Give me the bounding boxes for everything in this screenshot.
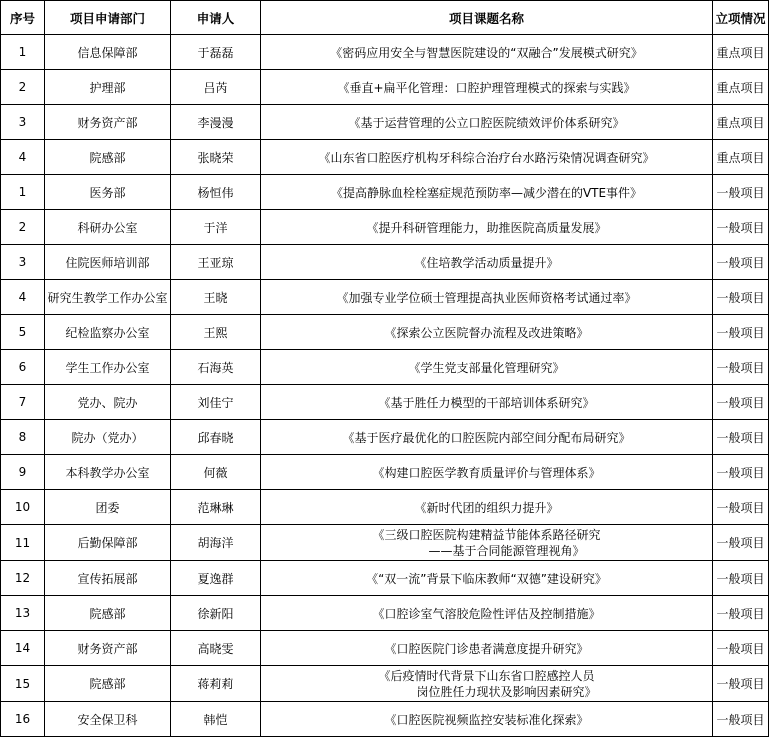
cell-index: 6 xyxy=(1,350,45,385)
cell-dept: 院感部 xyxy=(45,666,171,702)
cell-index: 4 xyxy=(1,140,45,175)
cell-topic xyxy=(261,631,713,666)
cell-applicant: 徐新阳 xyxy=(171,596,261,631)
cell-applicant: 于磊磊 xyxy=(171,35,261,70)
cell-topic xyxy=(261,596,713,631)
table-row xyxy=(1,105,769,140)
cell-applicant: 邱春晓 xyxy=(171,420,261,455)
cell-topic xyxy=(261,105,713,140)
table-row xyxy=(1,455,769,490)
topic-line: 《口腔医院门诊患者满意度提升研究》 xyxy=(384,641,589,656)
cell-dept: 学生工作办公室 xyxy=(45,350,171,385)
table-row xyxy=(1,490,769,525)
cell-topic xyxy=(261,245,713,280)
cell-index: 3 xyxy=(1,245,45,280)
cell-dept: 研究生教学工作办公室 xyxy=(45,280,171,315)
table-row xyxy=(1,140,769,175)
cell-status: 一般项目 xyxy=(713,561,769,596)
topic-line: 岗位胜任力现状及影响因素研究》 xyxy=(416,684,597,699)
table-row xyxy=(1,420,769,455)
header-dept: 项目申请部门 xyxy=(45,1,171,35)
topic-line: 《基于医疗最优化的口腔医院内部空间分配布局研究》 xyxy=(342,430,631,445)
topic-line: 《垂直+扁平化管理：口腔护理管理模式的探索与实践》 xyxy=(337,80,636,95)
cell-status: 一般项目 xyxy=(713,245,769,280)
cell-applicant: 李漫漫 xyxy=(171,105,261,140)
cell-index: 10 xyxy=(1,490,45,525)
table-row xyxy=(1,666,769,702)
cell-topic xyxy=(261,525,713,561)
topic-line: 《探索公立医院督办流程及改进策略》 xyxy=(384,325,589,340)
topic-line: 《提高静脉血栓栓塞症规范预防率—减少潜在的VTE事件》 xyxy=(330,185,643,200)
table-row xyxy=(1,702,769,737)
cell-topic xyxy=(261,350,713,385)
cell-index: 14 xyxy=(1,631,45,666)
table-row xyxy=(1,315,769,350)
cell-applicant: 胡海洋 xyxy=(171,525,261,561)
cell-applicant: 于洋 xyxy=(171,210,261,245)
cell-applicant: 张晓荣 xyxy=(171,140,261,175)
cell-topic xyxy=(261,455,713,490)
cell-index: 16 xyxy=(1,702,45,737)
topic-line: 《“双一流”背景下临床教师“双德”建设研究》 xyxy=(366,571,607,586)
topic-line: 《提升科研管理能力，助推医院高质量发展》 xyxy=(366,220,607,235)
header-topic: 项目课题名称 xyxy=(261,1,713,35)
cell-status: 重点项目 xyxy=(713,70,769,105)
cell-dept: 财务资产部 xyxy=(45,105,171,140)
cell-dept: 院办（党办） xyxy=(45,420,171,455)
cell-dept: 团委 xyxy=(45,490,171,525)
cell-index: 9 xyxy=(1,455,45,490)
topic-line: 《加强专业学位硕士管理提高执业医师资格考试通过率》 xyxy=(336,290,637,305)
table-row xyxy=(1,245,769,280)
cell-dept: 财务资产部 xyxy=(45,631,171,666)
table-row xyxy=(1,35,769,70)
topic-line: 《基于运营管理的公立口腔医院绩效评价体系研究》 xyxy=(348,115,625,130)
cell-status: 一般项目 xyxy=(713,596,769,631)
cell-dept: 安全保卫科 xyxy=(45,702,171,737)
table-row xyxy=(1,561,769,596)
cell-applicant: 刘佳宁 xyxy=(171,385,261,420)
cell-dept: 本科教学办公室 xyxy=(45,455,171,490)
table-row xyxy=(1,631,769,666)
table-row xyxy=(1,525,769,561)
cell-index: 1 xyxy=(1,175,45,210)
cell-index: 12 xyxy=(1,561,45,596)
cell-index: 3 xyxy=(1,105,45,140)
table-row xyxy=(1,280,769,315)
cell-dept: 护理部 xyxy=(45,70,171,105)
cell-topic xyxy=(261,702,713,737)
topic-line: 《密码应用安全与智慧医院建设的“双融合”发展模式研究》 xyxy=(330,45,643,60)
cell-dept: 党办、院办 xyxy=(45,385,171,420)
cell-applicant: 范琳琳 xyxy=(171,490,261,525)
cell-status: 一般项目 xyxy=(713,175,769,210)
cell-status: 一般项目 xyxy=(713,315,769,350)
cell-applicant: 夏逸群 xyxy=(171,561,261,596)
cell-applicant: 何薇 xyxy=(171,455,261,490)
cell-index: 11 xyxy=(1,525,45,561)
cell-topic xyxy=(261,35,713,70)
topic-line: 《山东省口腔医疗机构牙科综合治疗台水路污染情况调查研究》 xyxy=(318,150,655,165)
topic-line: 《学生党支部量化管理研究》 xyxy=(408,360,565,375)
header-row xyxy=(1,1,769,35)
cell-status: 重点项目 xyxy=(713,35,769,70)
cell-status: 一般项目 xyxy=(713,280,769,315)
topic-line: 《三级口腔医院构建精益节能体系路径研究 xyxy=(372,527,601,542)
cell-dept: 后勤保障部 xyxy=(45,525,171,561)
header-applicant: 申请人 xyxy=(171,1,261,35)
cell-status: 一般项目 xyxy=(713,631,769,666)
cell-status: 一般项目 xyxy=(713,525,769,561)
cell-index: 2 xyxy=(1,70,45,105)
header-status: 立项情况 xyxy=(713,1,769,35)
table-row xyxy=(1,350,769,385)
cell-topic xyxy=(261,420,713,455)
table-row xyxy=(1,175,769,210)
header-index: 序号 xyxy=(1,1,45,35)
cell-dept: 宣传拓展部 xyxy=(45,561,171,596)
cell-dept: 纪检监察办公室 xyxy=(45,315,171,350)
cell-topic xyxy=(261,315,713,350)
cell-status: 一般项目 xyxy=(713,455,769,490)
cell-applicant: 高晓雯 xyxy=(171,631,261,666)
cell-dept: 医务部 xyxy=(45,175,171,210)
cell-dept: 信息保障部 xyxy=(45,35,171,70)
cell-applicant: 王亚琼 xyxy=(171,245,261,280)
cell-applicant: 吕芮 xyxy=(171,70,261,105)
cell-index: 5 xyxy=(1,315,45,350)
cell-applicant: 王熙 xyxy=(171,315,261,350)
cell-applicant: 王晓 xyxy=(171,280,261,315)
table-row xyxy=(1,210,769,245)
cell-topic xyxy=(261,140,713,175)
cell-status: 一般项目 xyxy=(713,490,769,525)
cell-applicant: 杨恒伟 xyxy=(171,175,261,210)
cell-index: 8 xyxy=(1,420,45,455)
cell-topic xyxy=(261,210,713,245)
cell-topic xyxy=(261,175,713,210)
cell-index: 15 xyxy=(1,666,45,702)
cell-status: 一般项目 xyxy=(713,210,769,245)
cell-applicant: 石海英 xyxy=(171,350,261,385)
cell-status: 重点项目 xyxy=(713,105,769,140)
table-row xyxy=(1,385,769,420)
cell-dept: 院感部 xyxy=(45,596,171,631)
topic-line: 《住培教学活动质量提升》 xyxy=(414,255,559,270)
cell-status: 一般项目 xyxy=(713,702,769,737)
cell-index: 4 xyxy=(1,280,45,315)
cell-status: 一般项目 xyxy=(713,350,769,385)
cell-status: 一般项目 xyxy=(713,385,769,420)
cell-topic xyxy=(261,385,713,420)
table-row xyxy=(1,596,769,631)
cell-topic xyxy=(261,666,713,702)
cell-dept: 院感部 xyxy=(45,140,171,175)
cell-topic xyxy=(261,280,713,315)
topic-line: 《口腔诊室气溶胶危险性评估及控制措施》 xyxy=(372,606,601,621)
topic-line: 《基于胜任力模型的干部培训体系研究》 xyxy=(378,395,595,410)
cell-index: 2 xyxy=(1,210,45,245)
cell-applicant: 蒋莉莉 xyxy=(171,666,261,702)
topic-line: 《新时代团的组织力提升》 xyxy=(414,500,559,515)
cell-topic xyxy=(261,70,713,105)
table-body xyxy=(1,35,769,737)
cell-index: 1 xyxy=(1,35,45,70)
cell-dept: 住院医师培训部 xyxy=(45,245,171,280)
cell-status: 重点项目 xyxy=(713,140,769,175)
cell-topic xyxy=(261,490,713,525)
cell-status: 一般项目 xyxy=(713,420,769,455)
topic-line: 《构建口腔医学教育质量评价与管理体系》 xyxy=(372,465,601,480)
topic-line: 《口腔医院视频监控安装标准化探索》 xyxy=(384,712,589,727)
cell-dept: 科研办公室 xyxy=(45,210,171,245)
cell-index: 13 xyxy=(1,596,45,631)
topic-line: ——基于合同能源管理视角》 xyxy=(428,543,585,558)
cell-applicant: 韩恺 xyxy=(171,702,261,737)
topic-line: 《后疫情时代背景下山东省口腔感控人员 xyxy=(378,668,595,683)
table-row xyxy=(1,70,769,105)
cell-status: 一般项目 xyxy=(713,666,769,702)
cell-index: 7 xyxy=(1,385,45,420)
cell-topic xyxy=(261,561,713,596)
